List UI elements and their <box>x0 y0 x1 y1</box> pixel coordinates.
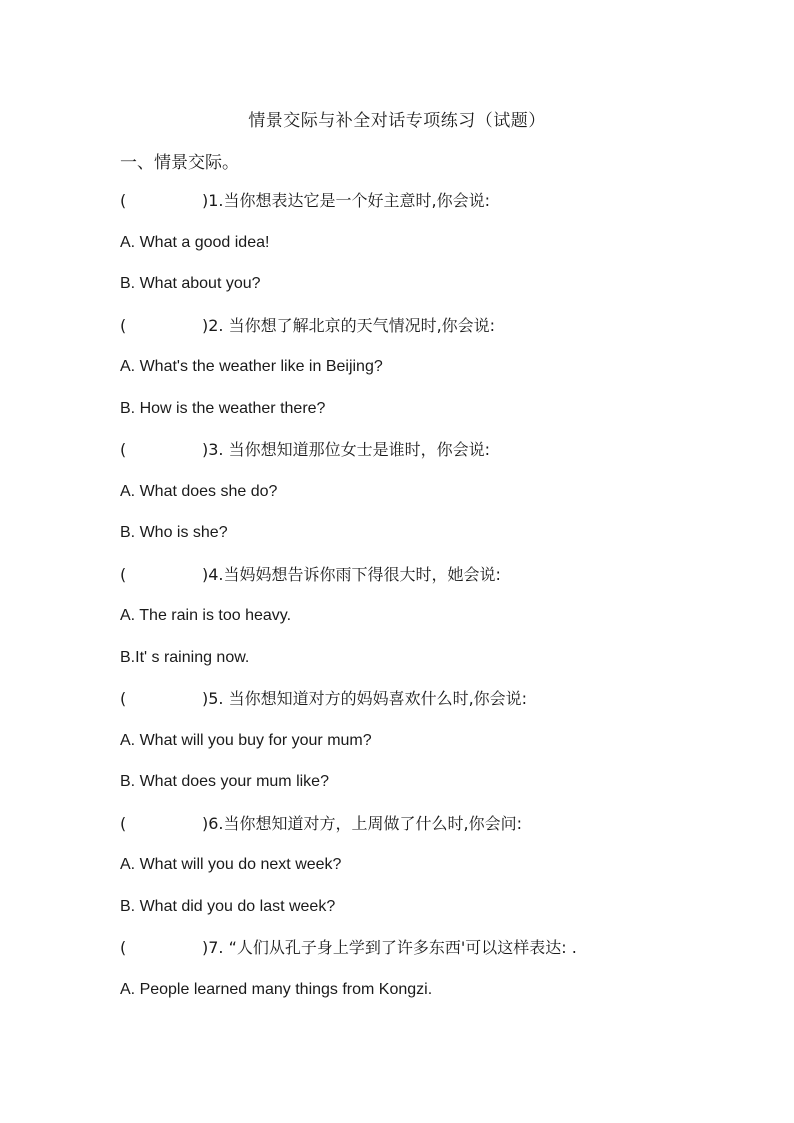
option-b: B. What does your mum like? <box>120 773 329 790</box>
question-text: )1.当你想表达它是一个好主意时,你会说: <box>202 191 490 210</box>
question-7 <box>120 936 720 978</box>
question-text: )2. 当你想了解北京的天气情况时,你会说: <box>202 315 496 335</box>
option-a: A. What's the weather like in Beijing? <box>120 358 383 375</box>
question-text: )5. 当你想知道对方的妈妈喜欢什么时,你会说: <box>202 689 528 708</box>
answer-blank: ( <box>120 191 127 210</box>
question-4 <box>120 563 720 605</box>
option-b: B. How is the weather there? <box>120 399 326 417</box>
question-2 <box>120 314 720 356</box>
answer-blank: ( <box>120 813 127 833</box>
question-text: )7. “人们从孔子身上学到了许多东西'可以这样表达: . <box>202 938 577 957</box>
option-b: B. What about you? <box>120 275 261 292</box>
option-a: A. What will you do next week? <box>120 856 342 873</box>
question-text: )6.当你想知道对方，上周做了什么时,你会问: <box>202 813 522 833</box>
question-text: )4.当妈妈想告诉你雨下得很大时，她会说: <box>202 564 501 584</box>
section-heading: 一、情景交际。 <box>120 153 239 173</box>
option-b: B. Who is she? <box>120 524 228 541</box>
page-title: 情景交际与补全对话专项练习（试题） <box>248 111 546 131</box>
answer-blank: ( <box>120 689 127 708</box>
question-3 <box>120 438 720 480</box>
option-a: A. The rain is too heavy. <box>120 607 292 624</box>
option-a: A. What a good idea! <box>120 233 270 251</box>
answer-blank: ( <box>120 564 127 584</box>
question-text: )3. 当你想知道那位女士是谁时，你会说: <box>202 440 490 459</box>
option-b: B. What did you do last week? <box>120 897 336 915</box>
answer-blank: ( <box>120 440 127 459</box>
option-a: A. What does she do? <box>120 482 278 500</box>
option-a: A. What will you buy for your mum? <box>120 731 372 749</box>
option-b: B.It' s raining now. <box>120 648 250 666</box>
answer-blank: ( <box>120 315 127 335</box>
question-list <box>120 189 720 1019</box>
question-1 <box>120 189 720 231</box>
answer-blank: ( <box>120 938 127 957</box>
question-5 <box>120 687 720 729</box>
option-a: A. People learned many things from Kongzi. <box>120 980 433 998</box>
question-6 <box>120 812 720 854</box>
